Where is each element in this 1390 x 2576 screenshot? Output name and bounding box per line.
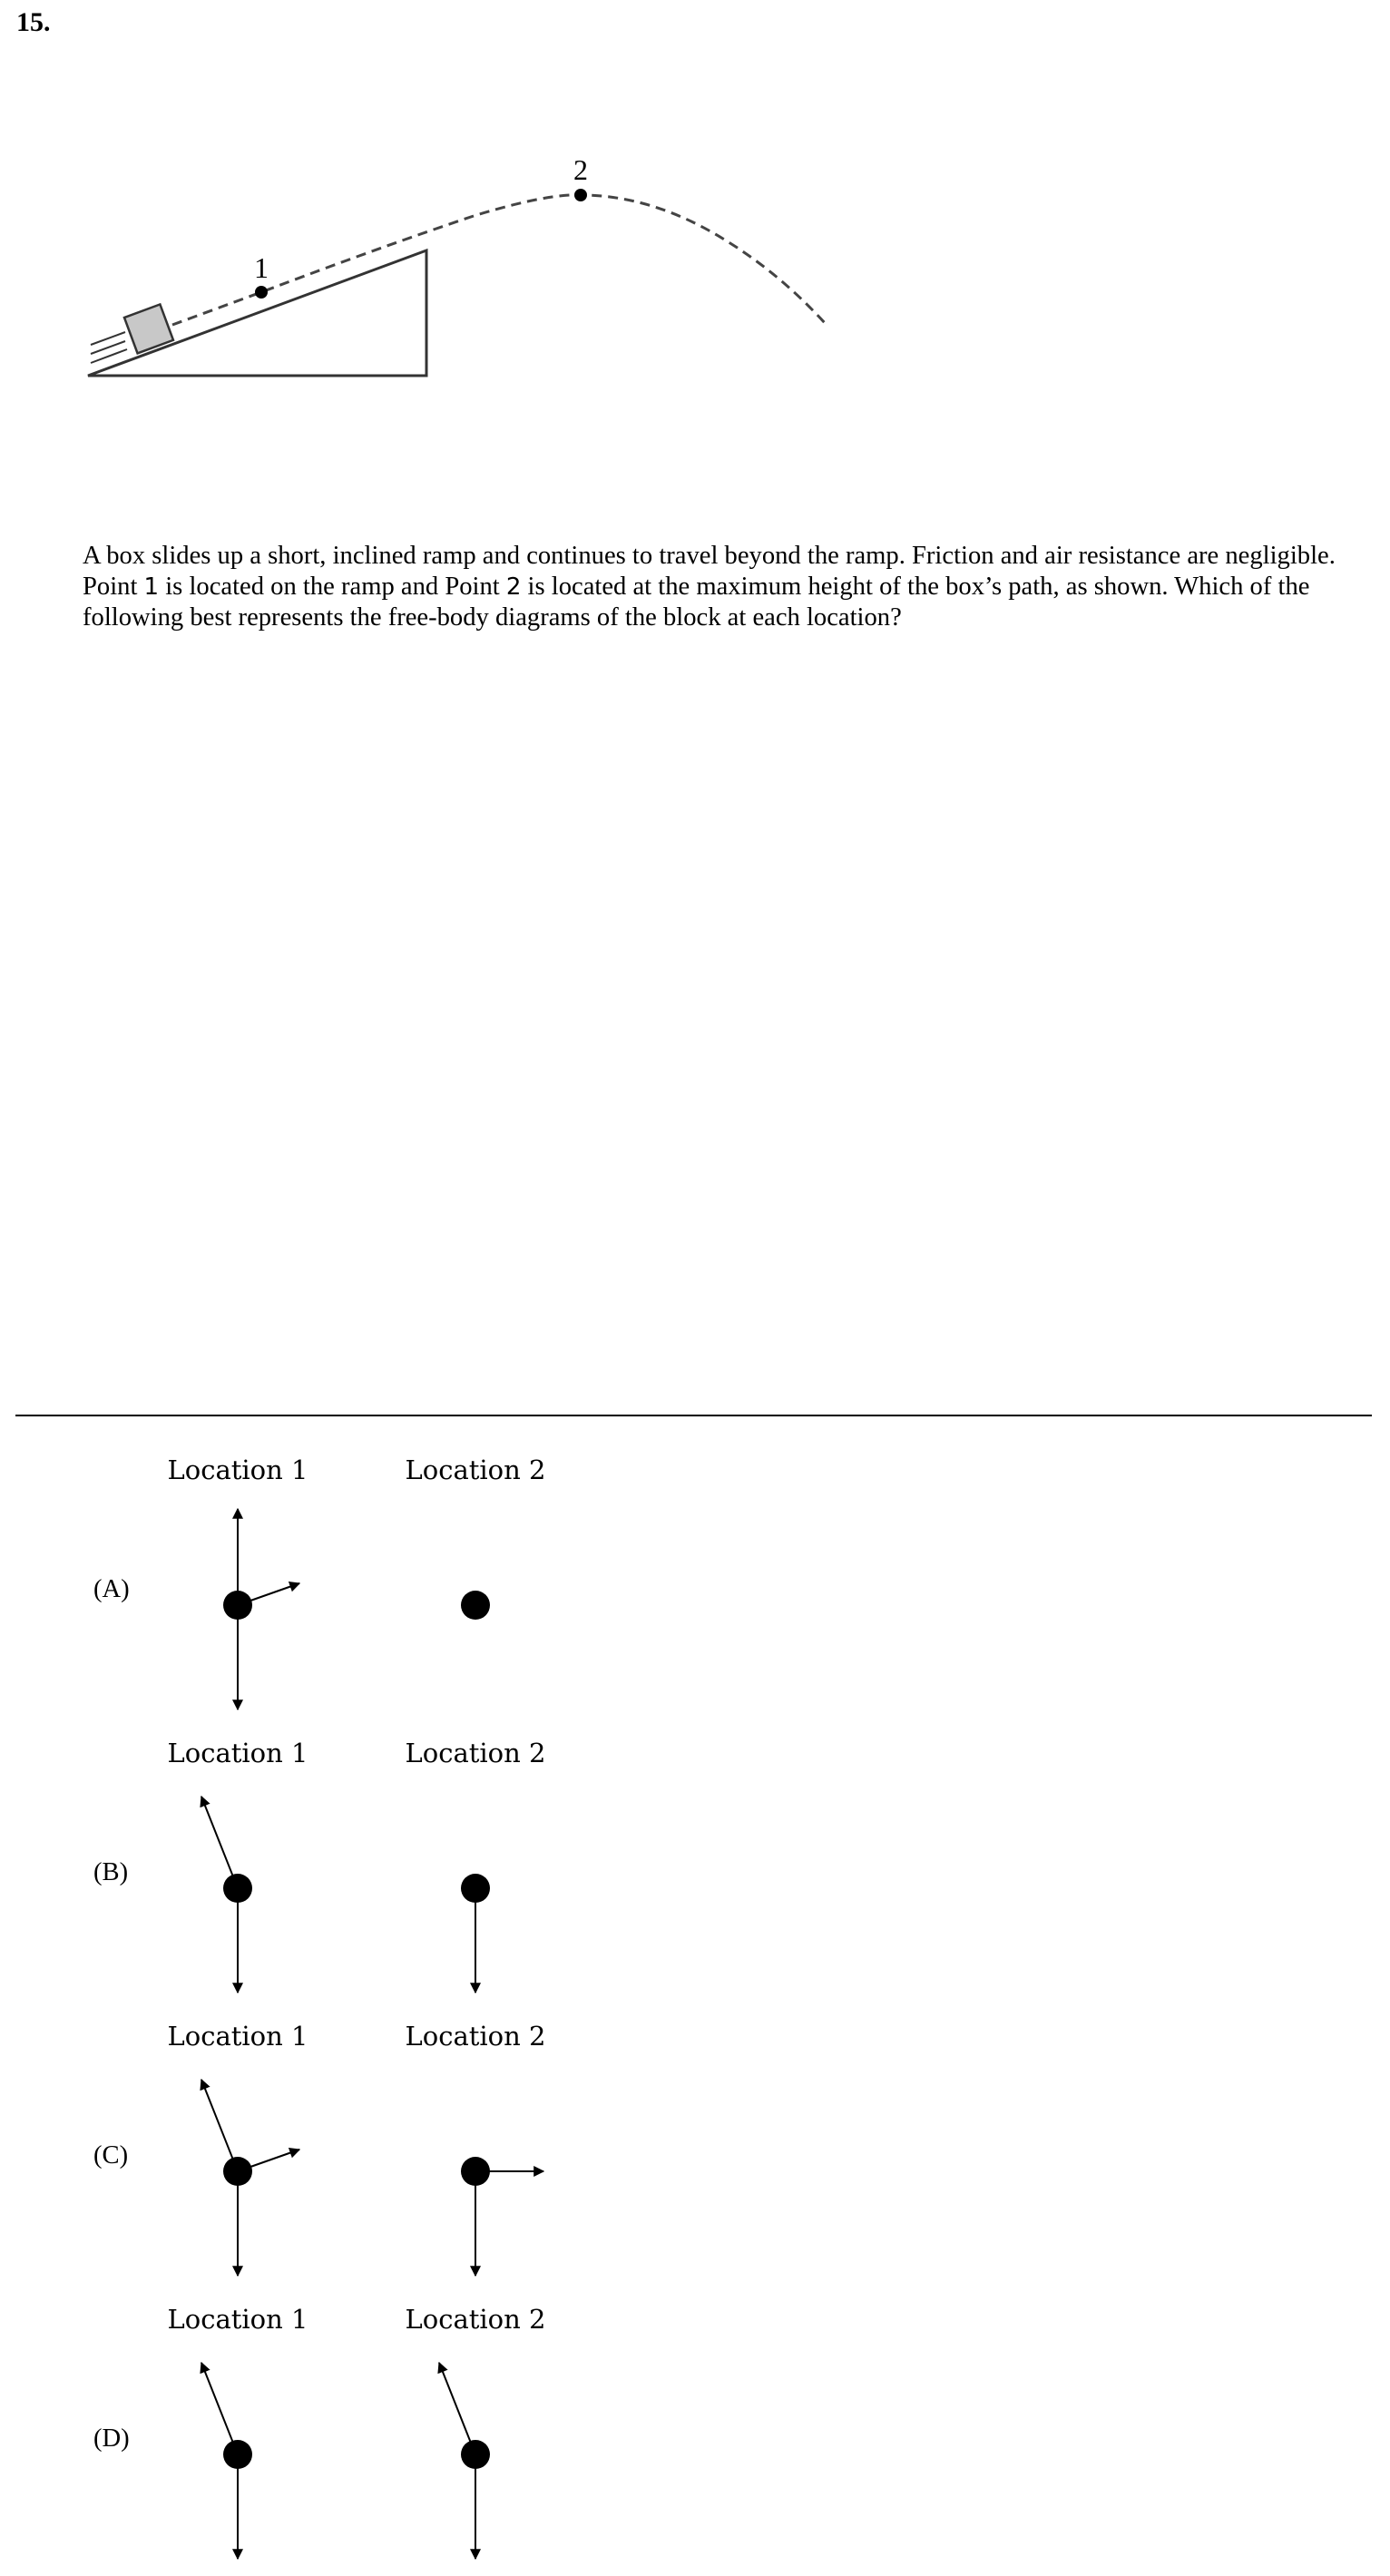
object-dot [461, 2157, 490, 2186]
location-1-label: Location 1 [167, 2304, 308, 2335]
option-b [93, 1738, 545, 1993]
object-dot [223, 1874, 252, 1903]
point-1-label: 1 [254, 251, 269, 284]
stem-text-3: is located at the maximum height of the box’s path, as shown. Which of the following best represents the free-body diagrams of the block at each location? [83, 573, 1310, 632]
location-2-label: Location 2 [405, 1455, 546, 1485]
stem-text-1: A box slides up a short, inclined ramp and continues to travel beyond the ramp. Friction and air resistance are negligible. Point [83, 542, 1336, 601]
force-arrow-up-left-steep [439, 2363, 475, 2454]
object-dot [223, 1591, 252, 1620]
object-dot [461, 2440, 490, 2469]
object-dot [223, 2157, 252, 2186]
option-a [93, 1455, 545, 1709]
point-2-label: 2 [573, 153, 588, 186]
object-dot [461, 1874, 490, 1903]
force-arrow-up-left-steep [201, 2080, 238, 2171]
option-d [93, 2304, 545, 2559]
option-letter: (D) [93, 2424, 130, 2453]
option-letter: (B) [93, 1858, 129, 1886]
location-1-label: Location 1 [167, 1455, 308, 1485]
option-letter: (A) [93, 1575, 130, 1603]
option-c [93, 2021, 545, 2276]
stem-point-2: 2 [505, 573, 522, 601]
stem-text-2: is located on the ramp and Point [159, 573, 506, 601]
question-number: 15. [16, 7, 51, 37]
option-letter: (C) [93, 2141, 129, 2170]
force-arrow-up-left-steep [201, 1797, 238, 1888]
location-2-label: Location 2 [405, 2021, 546, 2052]
location-1-label: Location 1 [167, 1738, 308, 1768]
force-arrow-up-left-steep [201, 2363, 238, 2454]
object-dot [223, 2440, 252, 2469]
object-dot [461, 1591, 490, 1620]
location-2-label: Location 2 [405, 1738, 546, 1768]
stem-point-1: 1 [143, 573, 160, 601]
location-2-label: Location 2 [405, 2304, 546, 2335]
location-1-label: Location 1 [167, 2021, 308, 2052]
